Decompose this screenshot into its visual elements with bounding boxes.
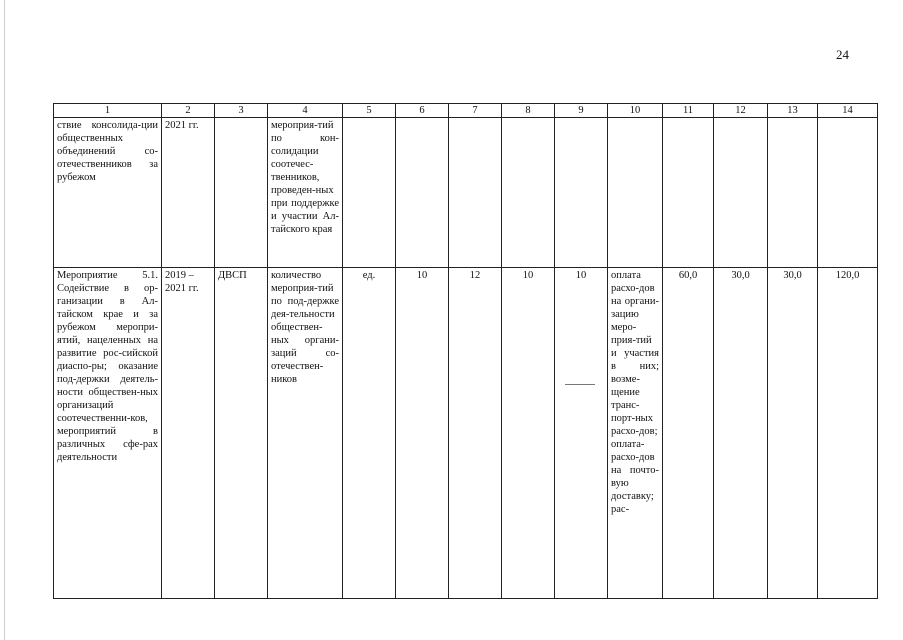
header-cell: 3 xyxy=(215,104,268,118)
header-cell: 7 xyxy=(449,104,502,118)
scan-edge-line xyxy=(4,0,5,640)
value-cell: 10 xyxy=(555,268,608,599)
value-cell xyxy=(396,118,449,268)
header-cell: 4 xyxy=(268,104,343,118)
executor-cell xyxy=(215,118,268,268)
period-cell: 2019 – 2021 гг. xyxy=(162,268,215,599)
indicator-cell: мероприя-тий по кон-солидации соотечес-твенников, проведен-ных при поддержке и участии Ал-тайского края xyxy=(268,118,343,268)
header-cell: 13 xyxy=(768,104,818,118)
table-row xyxy=(54,118,878,268)
amount-cell xyxy=(768,118,818,268)
value-cell: 12 xyxy=(449,268,502,599)
expense-type-cell: оплата расхо-дов на органи-зацию меро-прия-тий и участия в них; возме-щение транс-порт-ных расхо-дов; оплата-расхо-дов на почто-вую доставку; рас- xyxy=(608,268,663,599)
amount-cell xyxy=(818,118,878,268)
value-cell xyxy=(449,118,502,268)
header-row xyxy=(54,104,878,118)
header-cell: 14 xyxy=(818,104,878,118)
amount-cell: 60,0 xyxy=(663,268,714,599)
header-cell: 9 xyxy=(555,104,608,118)
header-cell: 10 xyxy=(608,104,663,118)
amount-cell xyxy=(663,118,714,268)
amount-cell xyxy=(714,118,768,268)
value-cell: 10 xyxy=(396,268,449,599)
period-cell: 2021 гг. xyxy=(162,118,215,268)
amount-cell: 120,0 xyxy=(818,268,878,599)
header-cell: 12 xyxy=(714,104,768,118)
unit-cell: ед. xyxy=(343,268,396,599)
amount-cell: 30,0 xyxy=(768,268,818,599)
scan-mark-line xyxy=(565,384,595,385)
value-cell xyxy=(555,118,608,268)
indicator-cell: количество мероприя-тий по под-держке дея-тельности обществен-ных органи-заций со-отечествен-ников xyxy=(268,268,343,599)
amount-cell: 30,0 xyxy=(714,268,768,599)
header-cell: 11 xyxy=(663,104,714,118)
executor-cell: ДВСП xyxy=(215,268,268,599)
header-cell: 2 xyxy=(162,104,215,118)
unit-cell xyxy=(343,118,396,268)
header-cell: 5 xyxy=(343,104,396,118)
event-name-cell: ствие консолида-ции общественных объединений со-отечественников за рубежом xyxy=(54,118,162,268)
expense-type-cell xyxy=(608,118,663,268)
page-number: 24 xyxy=(836,47,849,62)
value-cell: 10 xyxy=(502,268,555,599)
header-cell: 8 xyxy=(502,104,555,118)
header-cell: 1 xyxy=(54,104,162,118)
program-table xyxy=(53,103,878,599)
header-cell: 6 xyxy=(396,104,449,118)
value-cell xyxy=(502,118,555,268)
table-row xyxy=(54,268,878,599)
event-name-cell: Мероприятие 5.1. Содействие в ор-ганизации в Ал-тайском крае и за рубежом меропри-ятий, нацеленных на развитие рос-сийской диаспо-ры; оказание под-держки деятель-ности обществен-ных организаций соотечественни-ков, мероприятий в различных сфе-рах деятельности xyxy=(54,268,162,599)
